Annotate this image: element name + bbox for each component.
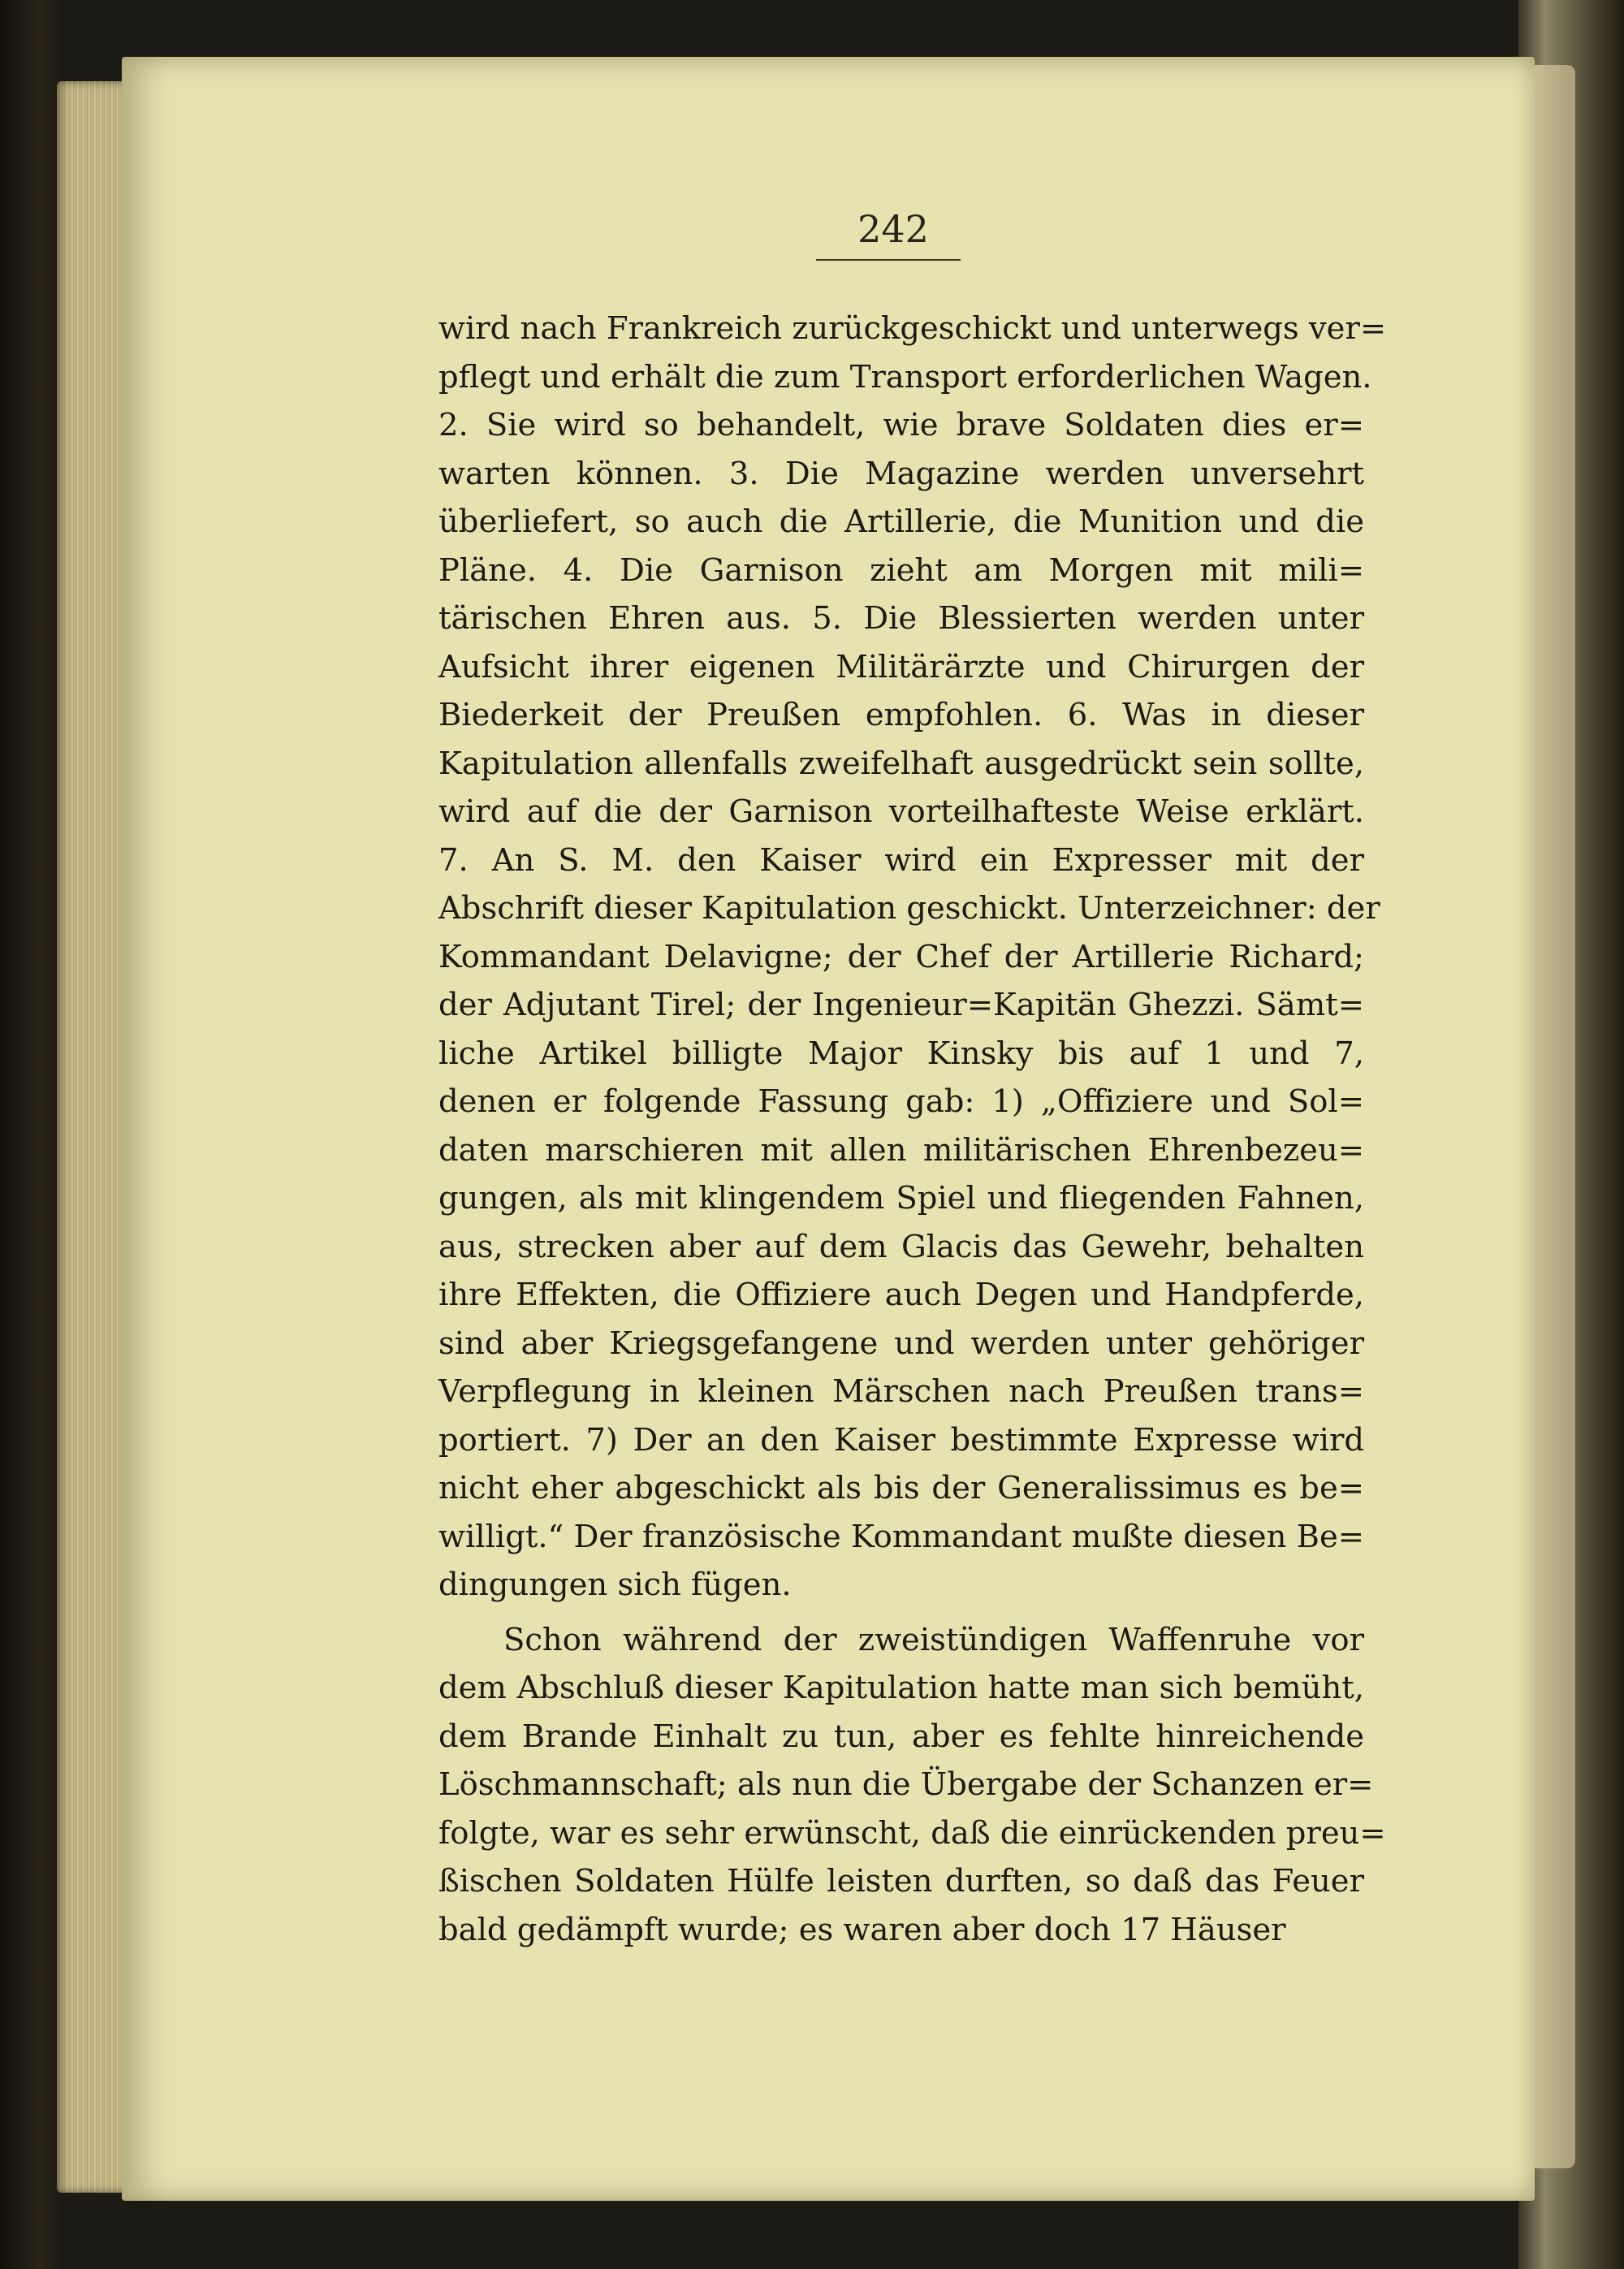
paragraph [438, 1616, 1386, 1955]
text-line: warten können. 3. Die Magazine werden unversehrt [438, 455, 1364, 492]
text-line: bald gedämpft wurde; es waren aber doch 17 Häuser [438, 1911, 1286, 1948]
page-body-text [438, 305, 1387, 1954]
text-line: ihre Effekten, die Offiziere auch Degen und Handpferde, [438, 1277, 1364, 1313]
text-line: überliefert, so auch die Artillerie, die Munition und die [438, 504, 1364, 540]
text-line: dingungen sich fügen. [438, 1567, 792, 1603]
text-line: ßischen Soldaten Hülfe leisten durften, so daß das Feuer [438, 1863, 1364, 1899]
text-line: wird nach Frankreich zurückgeschickt und unterwegs ver= [438, 310, 1387, 347]
text-line: 2. Sie wird so behandelt, wie brave Soldaten dies er= [438, 407, 1364, 443]
text-line: Kommandant Delavigne; der Chef der Artillerie Richard; [438, 938, 1364, 975]
text-line: nicht eher abgeschickt als bis der Generalissimus es be= [438, 1470, 1364, 1506]
text-line: Verpflegung in kleinen Märschen nach Preußen trans= [438, 1373, 1364, 1410]
text-line: Biederkeit der Preußen empfohlen. 6. Was in dieser [438, 697, 1364, 733]
text-line: pflegt und erhält die zum Transport erforderlichen Wagen. [438, 358, 1372, 395]
text-line: dem Brande Einhalt zu tun, aber es fehlte hinreichende [438, 1718, 1364, 1755]
text-line: Löschmannschaft; als nun die Übergabe der Schanzen er= [438, 1766, 1374, 1803]
text-line: liche Artikel billigte Major Kinsky bis auf 1 und 7, [438, 1035, 1364, 1072]
text-line: 7. An S. M. den Kaiser wird ein Expresser mit der [438, 841, 1364, 879]
text-line: Schon während der zweistündigen Waffenruhe vor [503, 1621, 1364, 1658]
text-line: folgte, war es sehr erwünscht, daß die einrückenden preu= [438, 1814, 1386, 1852]
text-line: denen er folgende Fassung gab: 1) „Offiziere und Sol= [438, 1083, 1364, 1120]
page-number: 242 [857, 207, 929, 251]
text-line: aus, strecken aber auf dem Glacis das Gewehr, behalten [438, 1228, 1364, 1265]
paragraph [438, 305, 1387, 1610]
text-line: Pläne. 4. Die Garnison zieht am Morgen mit mili= [438, 551, 1364, 589]
text-line: sind aber Kriegsgefangene und werden unter gehöriger [438, 1325, 1364, 1362]
text-line: tärischen Ehren aus. 5. Die Blessierten werden unter [438, 600, 1364, 637]
book-cover-edge [0, 0, 65, 2269]
text-line: portiert. 7) Der an den Kaiser bestimmte Expresse wird [438, 1421, 1364, 1459]
text-line: Abschrift dieser Kapitulation geschickt. Unterzeichner: der [438, 890, 1380, 927]
text-line: Kapitulation allenfalls zweifelhaft ausgedrückt sein sollte, [438, 745, 1364, 782]
text-line: der Adjutant Tirel; der Ingenieur=Kapitän Ghezzi. Sämt= [438, 987, 1364, 1023]
text-line: willigt.“ Der französische Kommandant mußte diesen Be= [438, 1518, 1364, 1555]
text-line: wird auf die der Garnison vorteilhafteste Weise erklärt. [438, 793, 1364, 830]
header-rule [816, 259, 961, 261]
text-line: daten marschieren mit allen militärischen Ehrenbezeu= [438, 1131, 1364, 1169]
text-line: Aufsicht ihrer eigenen Militärärzte und Chirurgen der [438, 648, 1364, 685]
text-line: dem Abschluß dieser Kapitulation hatte man sich bemüht, [438, 1670, 1364, 1706]
text-line: gungen, als mit klingendem Spiel und fliegenden Fahnen, [438, 1180, 1364, 1217]
